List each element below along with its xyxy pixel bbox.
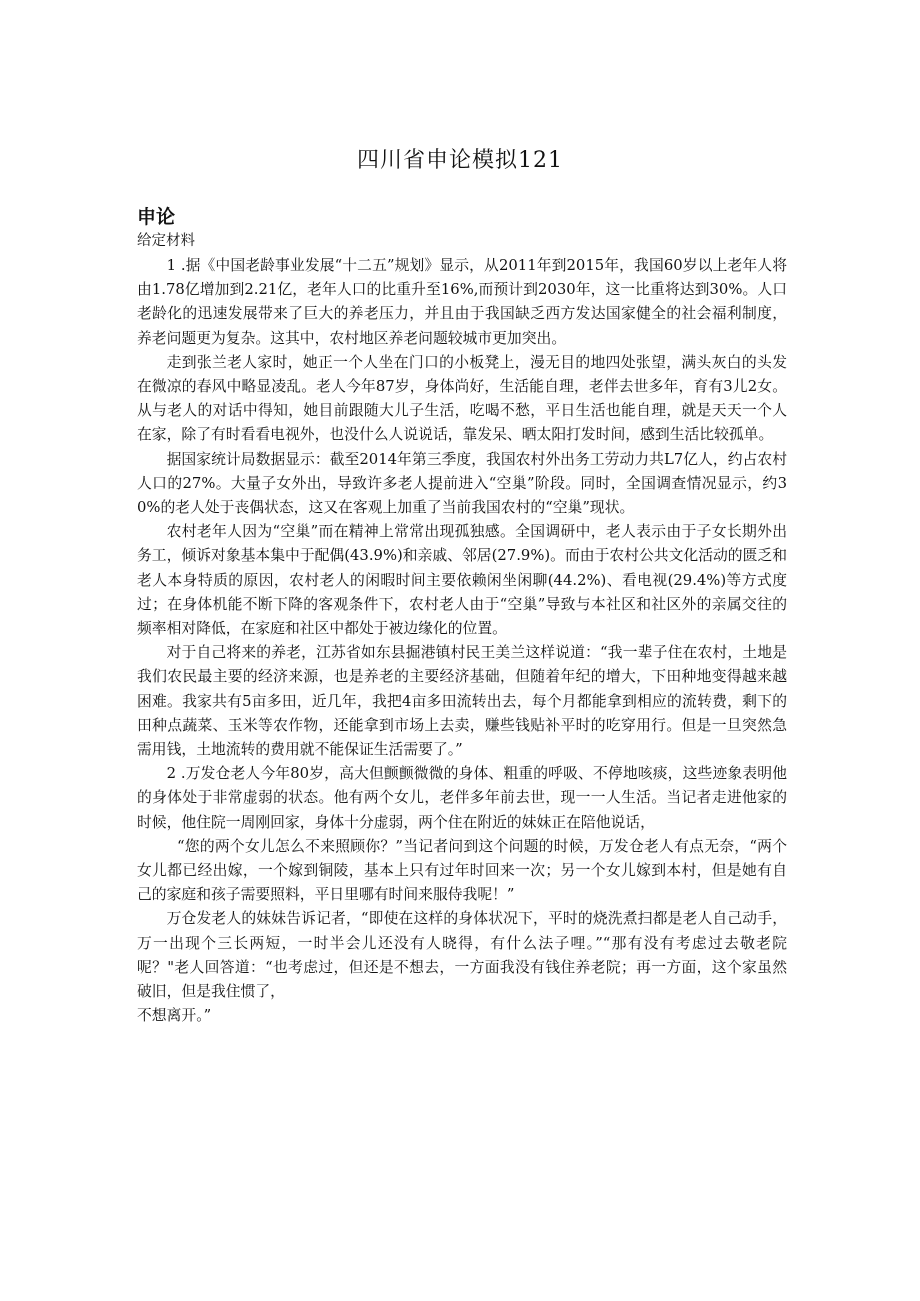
- document-title: 四川省申论模拟121: [357, 148, 563, 173]
- paragraph-4: 农村老年人因为“空巢”而在精神上常常出现孤独感。全国调研中，老人表示由于子女长期外出务工，倾诉对象基本集中于配偶(43.9%)和亲戚、邻居(27.9%)。而由于农村公共文化活动的匮乏和老人本身特质的原因，农村老人的闲暇时间主要依赖闲坐闲聊(44.2%)、看电视(29.4%)等方式度过；在身体机能不断下降的客观条件下，农村老人由于“空巢”导致与本社区和社区外的亲属交往的频率相对降低，在家庭和社区中都处于被边缘化的位置。: [137, 523, 787, 638]
- paragraph-3: 据国家统计局数据显示：截至2014年第三季度，我国农村外出务工劳动力共L7亿人，约占农村人口的27%。大量子女外出，导致许多老人提前进入“空巢”阶段。同时，全国调查情况显示，约30%的老人处于丧偶状态，这又在客观上加重了当前我国农村的“空巢”现状。: [137, 450, 787, 517]
- paragraph-9: 不想离开。”: [137, 1007, 212, 1025]
- document-body: [137, 204, 787, 1029]
- paragraph-7: “您的两个女儿怎么不来照顾你？”当记者问到这个问题的时候，万发仓老人有点无奈，“两个女儿都已经出嫁，一个嫁到铜陵，基本上只有过年时回来一次；另一个女儿嫁到本村，但是她有自己的家庭和孩子需要照料，平日里哪有时间来服侍我呢！”: [137, 837, 787, 904]
- paragraph-2: 走到张兰老人家时，她正一个人坐在门口的小板凳上，漫无目的地四处张望，满头灰白的头发在微凉的春风中略显凌乱。老人今年87岁，身体尚好，生活能自理，老伴去世多年，育有3儿2女。从与老人的对话中得知，她目前跟随大儿子生活，吃喝不愁，平日生活也能自理，就是天天一个人在家，除了有时看看电视外，也没什么人说说话，靠发呆、晒太阳打发时间，感到生活比较孤单。: [137, 353, 787, 444]
- subsection-heading: 给定材料: [137, 233, 195, 249]
- section-heading: 申论: [137, 206, 176, 228]
- paragraph-6: 2 .万发仓老人今年80岁，高大但颤颤微微的身体、粗重的呼吸、不停地咳痰，这些迹象表明他的身体处于非常虚弱的状态。他有两个女儿，老伴多年前去世，现一一人生活。当记者走进他家的时候，他住院一周刚回家，身体十分虚弱，两个住在附近的妹妹正在陪他说话，: [137, 765, 787, 831]
- paragraph-5: 对于自己将来的养老，江苏省如东县掘港镇村民王美兰这样说道：“我一辈子住在农村，土地是我们农民最主要的经济来源，也是养老的主要经济基础，但随着年纪的增大，下田种地变得越来越困难。我家共有5亩多田，近几年，我把4亩多田流转出去，每个月都能拿到相应的流转费，剩下的田种点蔬菜、玉米等农作物，还能拿到市场上去卖，赚些钱贴补平时的吃穿用行。但是一旦突然急需用钱，土地流转的费用就不能保证生活需要了。”: [137, 644, 787, 759]
- paragraph-1: 1 .据《中国老龄事业发展“十二五”规划》显示，从2011年到2015年，我国60岁以上老年人将由1.78亿增加到2.21亿，老年人口的比重升至16%,而预计到2030年，这一比重将达到30%。人口老龄化的迅速发展带来了巨大的养老压力，并且由于我国缺乏西方发达国家健全的社会福利制度，养老问题更为复杂。这其中，农村地区养老问题较城市更加突出。: [137, 257, 787, 347]
- paragraph-8: 万仓发老人的妹妹告诉记者，“即使在这样的身体状况下，平时的烧洗煮扫都是老人自己动手，万一出现个三长两短，一时半会儿还没有人晓得，有什么法子哩。”“那有没有考虑过去敬老院呢？"老人回答道：“也考虑过，但还是不想去，一方面我没有钱住养老院；再一方面，这个家虽然破旧，但是我住惯了，: [137, 910, 787, 1001]
